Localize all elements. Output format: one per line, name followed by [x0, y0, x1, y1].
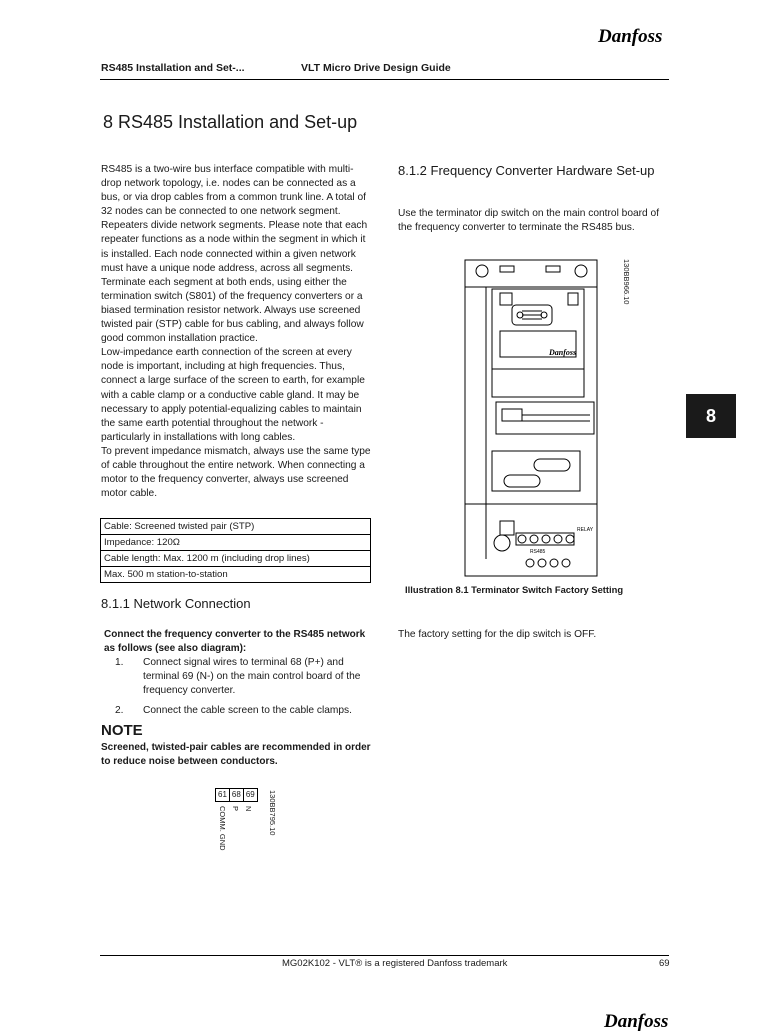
- terminal-label-p: P: [231, 806, 240, 812]
- step-text: Connect signal wires to terminal 68 (P+) and terminal 69 (N-) on the main control board of the frequency converter.: [143, 657, 361, 696]
- hardware-setup-text: Use the terminator dip switch on the main control board of the frequency converter to terminate the RS485 bus.: [398, 208, 660, 234]
- terminal-68: 68: [229, 789, 243, 802]
- intro-paragraph: Low-impedance earth connection of the screen at every node is important, including at high frequencies. Thus, connect a large surface of the screen to earth, for example with a cable clamp or a conductive cable gland. It may be necessary to apply potential-equalizing cables to maintain the same earth potential throughout the network - particularly in installations with long cables.: [101, 347, 365, 443]
- header-document-title: VLT Micro Drive Design Guide: [301, 62, 451, 74]
- illustration-caption: Illustration 8.1 Terminator Switch Factory Setting: [405, 584, 624, 595]
- terminal-label-n: N: [244, 806, 253, 812]
- intro-text: [101, 163, 373, 501]
- table-row: [101, 551, 371, 567]
- footer-trademark: MG02K102 - VLT® is a registered Danfoss trademark: [282, 958, 508, 969]
- table-row: [101, 519, 371, 535]
- table-row: [101, 567, 371, 583]
- terminal-block: [215, 788, 258, 802]
- terminator-switch-illustration: [464, 259, 616, 579]
- terminal-diagram-code: 130BB795.10: [268, 790, 277, 836]
- page-number: 69: [659, 958, 670, 969]
- step-number: 1.: [115, 657, 124, 668]
- relay-label: RELAY: [577, 527, 594, 533]
- table-cell: Cable length: Max. 1200 m (including drop lines): [101, 551, 371, 567]
- danfoss-logo-bottom: Danfoss: [604, 1011, 669, 1032]
- illustration-logo-mark: Danfoss: [549, 348, 577, 357]
- list-item: [104, 704, 374, 718]
- connection-instruction: Connect the frequency converter to the RS485 network as follows (see also diagram):: [104, 629, 366, 654]
- table-row: [101, 535, 371, 551]
- factory-setting-text: The factory setting for the dip switch is OFF.: [398, 629, 597, 640]
- section-heading-network-connection: 8.1.1 Network Connection: [101, 596, 251, 611]
- list-item: [104, 656, 374, 698]
- header-rule: [100, 79, 669, 80]
- note-text: Screened, twisted-pair cables are recommended in order to reduce noise between conductors.: [101, 742, 371, 767]
- intro-paragraph: RS485 is a two-wire bus interface compatible with multi-drop network topology, i.e. nodes can be connected as a bus, or via drop cables from a common trunk line. A total of 32 nodes can be connected to one network segment. Repeaters divide network segments. Please note that each repeater functions as a node within the segment in which it is installed. Each node connected within a given network must have a unique node address, across all segments. Terminate each segment at both ends, using either the termination switch (S801) of the frequency converters or a biased termination resistor network. Always use screened twisted pair (STP) cable for bus cabling, and always follow good common installation practice.: [101, 164, 368, 345]
- note-title: NOTE: [101, 722, 143, 739]
- terminal-69: 69: [243, 789, 257, 802]
- footer-rule: [100, 955, 669, 956]
- section-heading-hardware-setup: 8.1.2 Frequency Converter Hardware Set-up: [398, 163, 655, 178]
- rs485-label: RS485: [530, 549, 546, 555]
- step-number: 2.: [115, 705, 124, 716]
- cable-spec-table: [100, 518, 371, 583]
- danfoss-logo: Danfoss: [598, 26, 663, 47]
- terminal-61: 61: [216, 789, 230, 802]
- connection-steps: [104, 656, 374, 724]
- header-section-title: RS485 Installation and Set-...: [101, 62, 245, 74]
- chapter-title: 8 RS485 Installation and Set-up: [103, 112, 358, 132]
- table-cell: Impedance: 120Ω: [101, 535, 371, 551]
- chapter-tab: 8: [686, 394, 736, 438]
- intro-paragraph: To prevent impedance mismatch, always use the same type of cable throughout the entire network. When connecting a motor to the frequency converter, always use screened motor cable.: [101, 445, 371, 500]
- step-text: Connect the cable screen to the cable clamps.: [143, 705, 352, 716]
- terminal-label-comm-gnd: COMM. GND: [218, 806, 227, 851]
- table-cell: Cable: Screened twisted pair (STP): [101, 519, 371, 535]
- table-cell: Max. 500 m station-to-station: [101, 567, 371, 583]
- illustration-code: 130BB966.10: [622, 259, 631, 305]
